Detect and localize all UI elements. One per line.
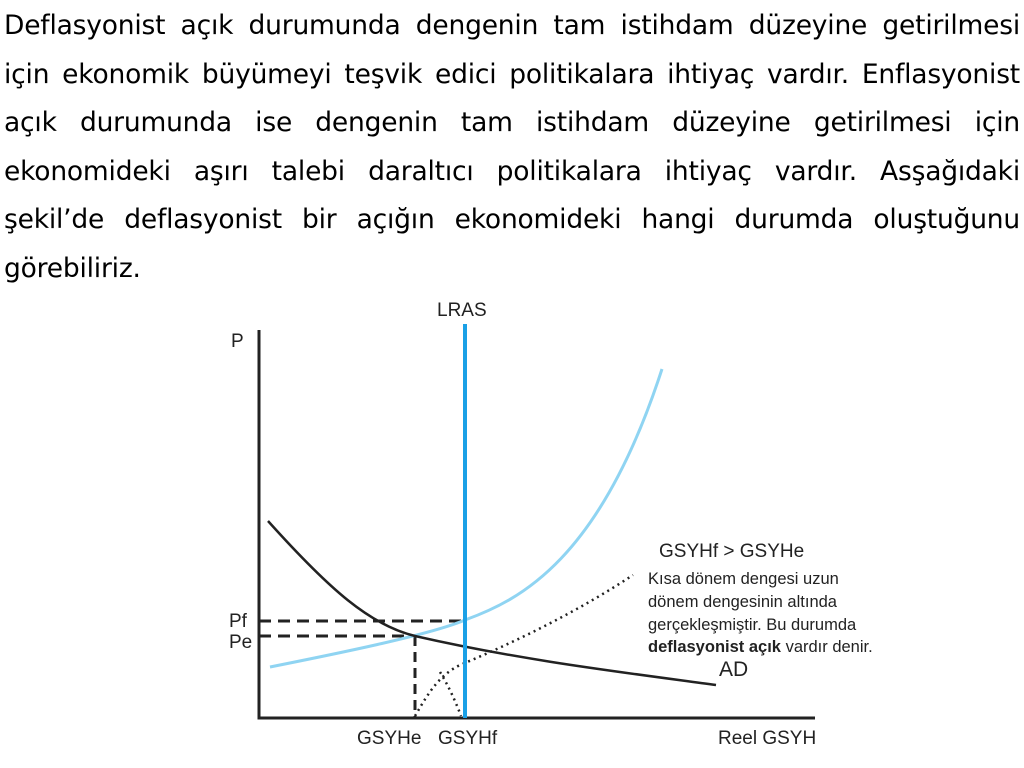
y-axis-label: P bbox=[231, 331, 244, 352]
pf-label: Pf bbox=[229, 611, 247, 632]
note-line-2: dönem dengesinin altında bbox=[648, 593, 837, 611]
note-line-1: Kısa dönem dengesi uzun bbox=[648, 570, 839, 588]
gsyhe-label: GSYHe bbox=[357, 728, 422, 749]
note-line-4-rest: vardır denir. bbox=[780, 638, 873, 656]
lras-label: LRAS bbox=[437, 300, 487, 321]
note-bold-term: deflasyonist açık bbox=[648, 638, 781, 656]
note-line-4 bbox=[648, 638, 873, 656]
condition-label: GSYHf > GSYHe bbox=[659, 541, 805, 562]
dotted-arc-curve bbox=[440, 672, 461, 716]
dotted-shift-curve bbox=[415, 575, 633, 716]
explanation-paragraph: Deflasyonist açık durumunda dengenin tam istihdam düzeyine getirilmesi için ekonomik büyümeyi teşvik edici politikalara ihtiyaç vardır. Enflasyonist açık durumunda ise dengenin tam istihdam düzeyine getirilmesi için ekonomideki aşırı talebi daraltıcı politikalara ihtiyaç vardır. Asşağıdaki şekil’de deflasyonist bir açığın ekonomideki hangi durumda oluştuğunu görebiliriz. bbox=[4, 10, 1020, 284]
gsyhf-label: GSYHf bbox=[438, 728, 498, 749]
x-axis-label: Reel GSYH bbox=[718, 728, 817, 749]
ad-label: AD bbox=[719, 658, 749, 681]
pe-label: Pe bbox=[229, 632, 253, 653]
note-line-3: gerçekleşmiştir. Bu durumda bbox=[648, 616, 857, 634]
